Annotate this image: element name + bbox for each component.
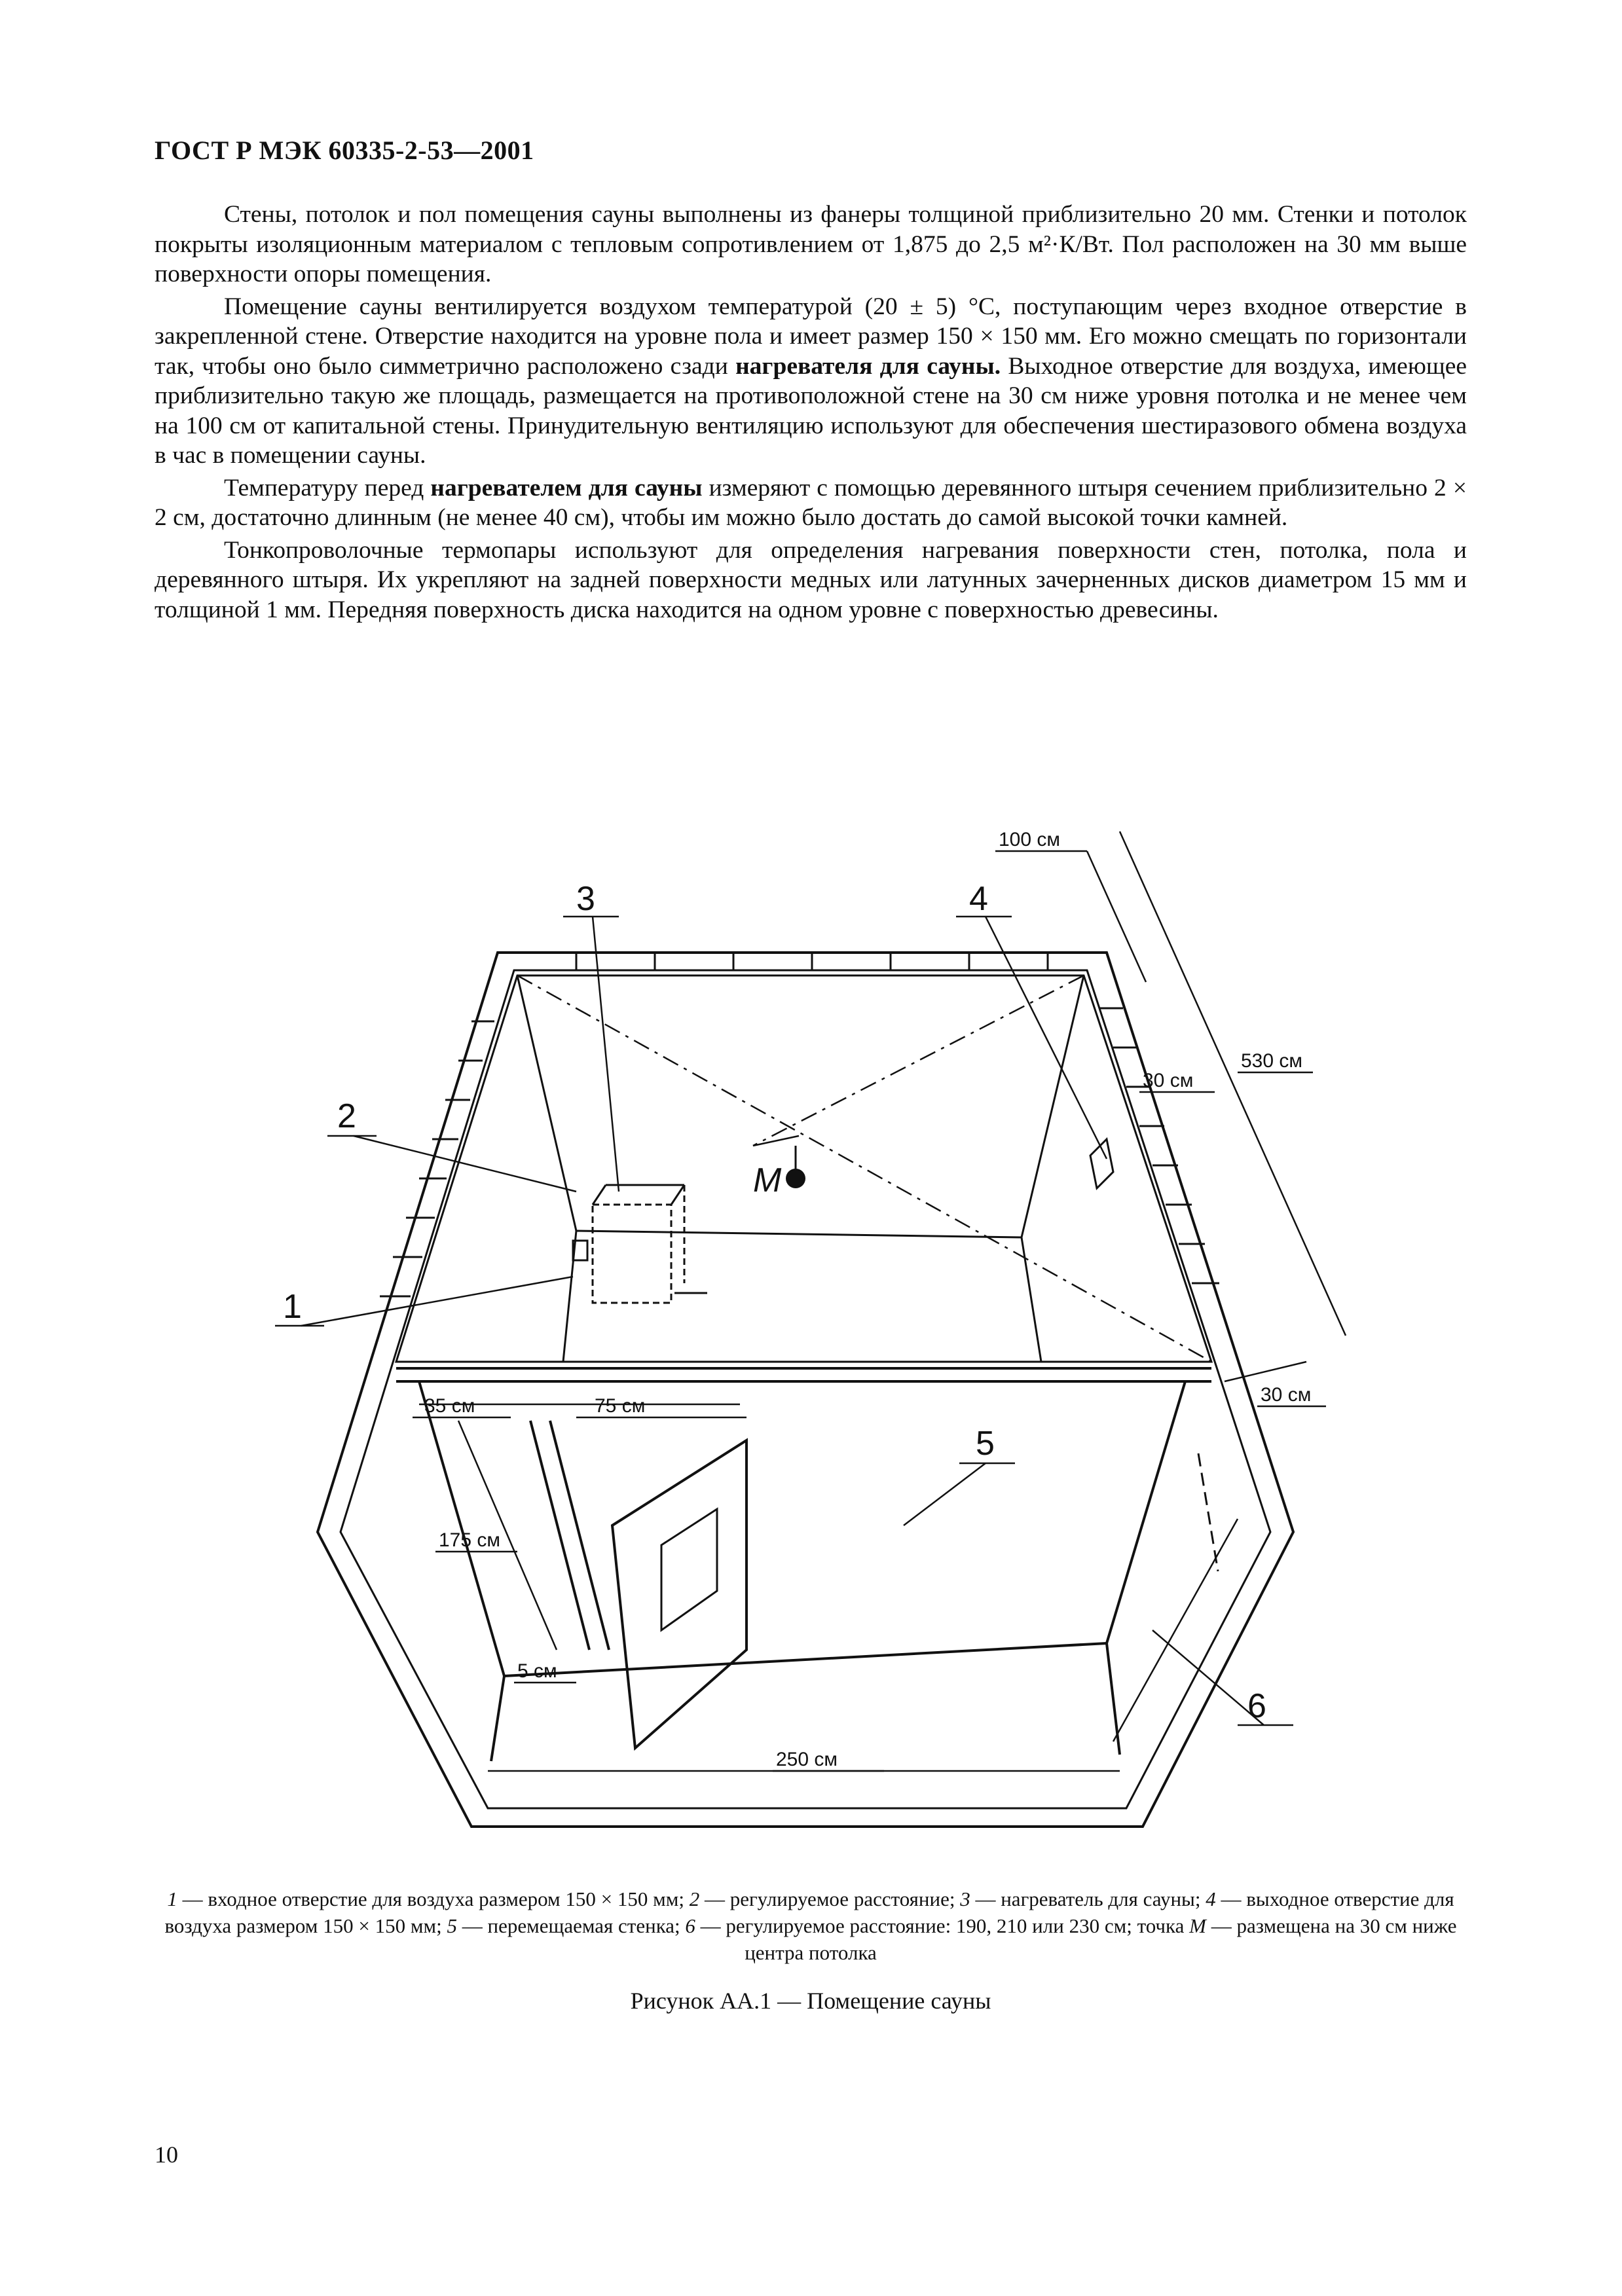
legend-text: — выходное отверстие для воздуха размером 150 × 150 мм; — [164, 1887, 1454, 1937]
legend-number: 2 — [689, 1887, 700, 1910]
paragraph — [155, 536, 1467, 625]
door-window — [661, 1509, 717, 1630]
dim-250cm: 250 см — [776, 1749, 838, 1770]
sauna-room-drawing — [262, 773, 1375, 1846]
bold-term: нагревателем для сауны — [430, 474, 703, 501]
text-run: Выходное отверстие для воздуха, имеющее приблизительно такую же площадь, размещается на противоположной стене на 30 см ниже уровня потолка и не менее чем на 100 см от капитальной стены. Принудительную вентиляцию используют для обеспечения шестиразового обмена воздуха в час в помещении сауны. — [155, 352, 1467, 469]
document-header: ГОСТ Р МЭК 60335-2-53—2001 — [155, 136, 534, 165]
dim-530cm: 530 см — [1241, 1050, 1303, 1072]
legend-text: — нагреватель для сауны; — [970, 1887, 1206, 1910]
legend-text: — входное отверстие для воздуха размером 150 × 150 мм; — [177, 1887, 690, 1910]
legend-number: M — [1189, 1914, 1206, 1937]
paragraph — [155, 292, 1467, 471]
paragraph — [155, 473, 1467, 533]
legend-number: 6 — [685, 1914, 695, 1937]
callout-6: 6 — [1247, 1687, 1266, 1725]
dim-30cm-top: 30 см — [1143, 1070, 1194, 1091]
text-run: Стены, потолок и пол помещения сауны выполнены из фанеры толщиной приблизительно 20 мм. Стенки и потолок покрыты изоляционным материалом с тепловым сопротивлением от 1,875 до 2,5 м²·К/Вт. Пол расположен на 30 мм выше поверхности опоры помещения. — [155, 201, 1467, 287]
body-text — [155, 200, 1467, 627]
text-run: Тонкопроволочные термопары используют для определения нагревания поверхности стен, потолка, пола и деревянного штыря. Их укрепляют на задней поверхности медных или латунных зачерненных дисков диаметром 15 мм и толщиной 1 мм. Передняя поверхность диска находится на одном уровне с поверхностью древесины. — [155, 536, 1467, 623]
dim-100cm: 100 см — [999, 829, 1061, 850]
figure-caption: Рисунок АА.1 — Помещение сауны — [630, 1988, 991, 2014]
heater-box — [593, 1205, 671, 1303]
figure-legend — [155, 1886, 1467, 1966]
legend-number: 3 — [960, 1887, 970, 1910]
callout-3: 3 — [576, 880, 595, 918]
outlet-opening — [1090, 1139, 1113, 1188]
dim-75cm: 75 см — [595, 1395, 646, 1417]
sauna-room-figure — [262, 773, 1375, 1846]
dim-5cm: 5 см — [517, 1660, 557, 1682]
door-panel — [612, 1440, 746, 1748]
legend-text: точка — [1137, 1914, 1190, 1937]
callout-2: 2 — [337, 1097, 356, 1135]
back-room-outline — [396, 975, 1211, 1362]
legend-number: 5 — [447, 1914, 457, 1937]
legend-text: — перемещаемая стенка; — [457, 1914, 686, 1937]
callout-1: 1 — [283, 1288, 302, 1326]
text-run: Помещение сауны вентилируется воздухом температурой (20 ± 5) °С, поступающим через входное отверстие в закрепленной стене. Отверстие находится на уровне пола и имеет размер 150 × 150 мм. Его можно смещать по горизонтали так, чтобы оно было симметрично расположено сзади — [155, 293, 1467, 380]
dim-175cm: 175 см — [439, 1529, 501, 1551]
legend-text: — регулируемое расстояние; — [699, 1887, 961, 1910]
legend-text: — регулируемое расстояние: 190, 210 или 230 см; — [695, 1914, 1137, 1937]
callout-4: 4 — [969, 880, 988, 918]
page-number: 10 — [155, 2141, 178, 2168]
bold-term: нагревателя для сауны. — [735, 352, 1001, 380]
point-m-label: M — [753, 1161, 782, 1199]
text-run: Температуру перед — [224, 474, 431, 501]
legend-number: 1 — [167, 1887, 177, 1910]
legend-number: 4 — [1206, 1887, 1216, 1910]
paragraph — [155, 200, 1467, 289]
legend-text: — размещена на 30 см ниже центра потолка — [745, 1914, 1457, 1964]
dim-35cm: 35 см — [424, 1395, 475, 1417]
callout-5: 5 — [976, 1425, 995, 1463]
dim-30cm-side: 30 см — [1261, 1384, 1312, 1406]
text-run: измеряют с помощью деревянного штыря сечением приблизительно 2 × 2 см, достаточно длинным (не менее 40 см), чтобы им можно было достать до самой высокой точки камней. — [155, 474, 1467, 531]
